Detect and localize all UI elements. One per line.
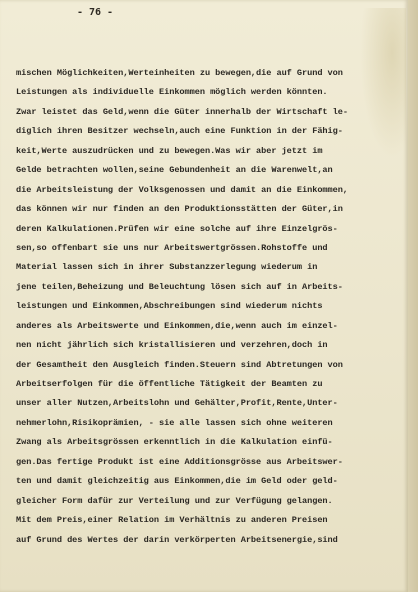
text-line: unser aller Nutzen,Arbeitslohn und Gehälter,Profit,Rente,Unter- <box>16 398 338 409</box>
text-line: jene teilen,Beheizung und Beleuchtung lösen sich auf in Arbeits- <box>16 281 343 292</box>
page-number: - 76 - <box>76 7 114 18</box>
text-line: die Arbeitsleistung der Volksgenossen und damit an die Einkommen, <box>16 184 348 195</box>
text-line: das können wir nur finden an den Produktionsstätten der Güter,in <box>16 204 343 215</box>
text-line: leistungen und Einkommen,Abschreibungen sind wiederum nichts <box>16 301 323 312</box>
text-line: Zwar leistet das Geld,wenn die Güter innerhalb der Wirtschaft le- <box>16 106 348 117</box>
text-line: der Gesamtheit den Ausgleich finden.Steuern sind Abtretungen von <box>16 359 343 370</box>
text-line: Mit dem Preis,einer Relation im Verhältnis zu anderen Preisen <box>16 515 328 526</box>
text-line: deren Kalkulationen.Prüfen wir eine solche auf ihre Einzelgrös- <box>16 223 338 234</box>
text-line: Arbeitserfolgen für die öffentliche Tätigkeit der Beamten zu <box>16 379 323 389</box>
text-line: mischen Möglichkeiten,Werteinheiten zu bewegen,die auf Grund von <box>16 68 343 78</box>
text-line: Gelde betrachten wollen,seine Gebundenheit an die Warenwelt,an <box>16 165 333 176</box>
text-line: Material lassen sich in ihrer Substanzzerlegung wiederum in <box>16 262 318 273</box>
text-line: auf Grund des Wertes der darin verkörperten Arbeitsenergie,sind <box>16 534 338 545</box>
text-line: diglich ihren Besitzer wechseln,auch eine Funktion in der Fähig- <box>16 126 343 137</box>
text-line: gleicher Form dafür zur Verteilung und zur Verfügung gelangen. <box>16 495 333 506</box>
text-line: Leistungen als individuelle Einkommen möglich werden könnten. <box>16 87 328 98</box>
text-line: nen nicht jährlich sich kristallisieren und verzehren,doch in <box>16 340 328 351</box>
page-edge <box>408 0 418 592</box>
body-text <box>16 64 404 550</box>
text-line: sen,so offenbart sie uns nur Arbeitswertgrössen.Rohstoffe und <box>16 242 328 253</box>
text-line: anderes als Arbeitswerte und Einkommen,die,wenn auch im einzel- <box>16 320 338 331</box>
text-line: nehmerlohn,Risikoprämien, - sie alle lassen sich ohne weiteren <box>16 417 333 428</box>
text-line: ten und damit gleichzeitig aus Einkommen,die im Geld oder geld- <box>16 476 338 487</box>
text-line: gen.Das fertige Produkt ist eine Additionsgrösse aus Arbeitswer- <box>16 456 343 467</box>
text-line: Zwang als Arbeitsgrössen erkenntlich in die Kalkulation einfü- <box>16 437 333 448</box>
text-line: keit,Werte auszudrücken und zu bewegen.Was wir aber jetzt im <box>16 145 323 156</box>
